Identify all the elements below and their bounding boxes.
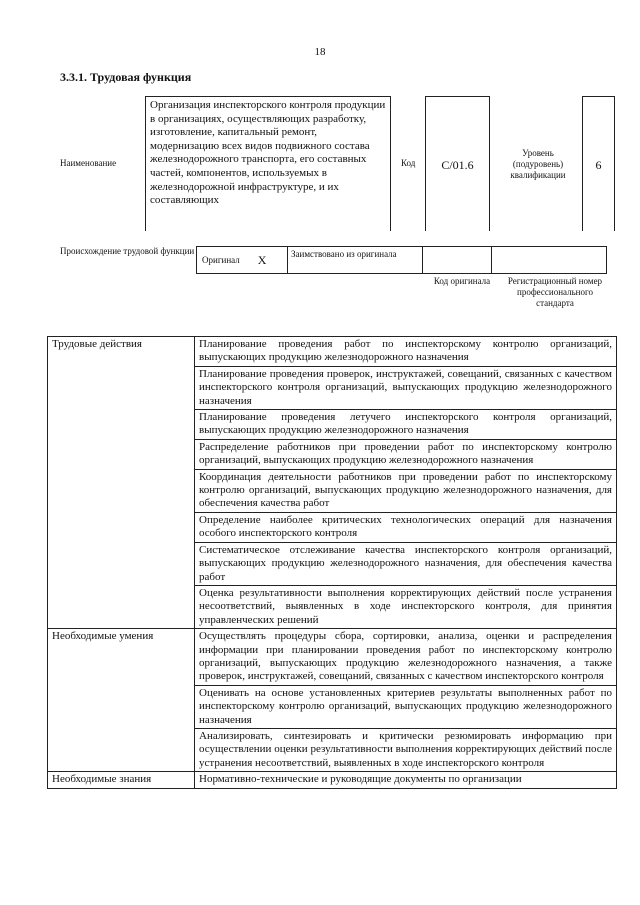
code-original-cell xyxy=(422,246,492,274)
name-label: Наименование xyxy=(60,158,117,168)
function-details-table xyxy=(47,336,617,789)
row-category: Необходимые умения xyxy=(48,629,195,772)
table-row xyxy=(48,772,617,788)
table-row xyxy=(48,629,617,686)
borrowed-cell: Заимствовано из оригинала xyxy=(287,246,423,274)
row-item: Осуществлять процедуры сбора, сортировки, анализа, оценки и распределения информации при планировании проведения работ по инспекторскому контролю организаций, выпускающих продукцию железнодорожного назначения, а также проверок, инструктажей, совещаний, связанных с качеством инспекторского контроля xyxy=(195,629,617,686)
row-item: Планирование проведения проверок, инструктажей, совещаний, связанных с качеством инспекторского контроля организаций, выпускающих продукцию железнодорожного назначения xyxy=(195,366,617,409)
level-label: Уровень (подуровень) квалификации xyxy=(510,148,566,180)
row-item: Координация деятельности работников при проведении работ по инспекторскому контролю организаций, выпускающих продукцию железнодорожного назначения, для обеспечения качества работ xyxy=(195,469,617,512)
row-item: Анализировать, синтезировать и критически резюмировать информацию при осуществлении оценки результативности выполнения корректирующих действий после устранения несоответствий, выявленных в ходе инспекторского контроля xyxy=(195,728,617,771)
level-value-box: 6 xyxy=(582,96,615,231)
row-item: Распределение работников при проведении работ по инспекторскому контролю организаций, выпускающих продукцию железнодорожного назначения xyxy=(195,439,617,469)
origin-row xyxy=(197,246,607,274)
row-item: Планирование проведения работ по инспекторскому контролю организаций, выпускающих продукцию железнодорожного назначения xyxy=(195,337,617,367)
reg-number-cell xyxy=(491,246,607,274)
origin-label: Происхождение трудовой функции xyxy=(60,246,195,256)
row-item: Планирование проведения летучего инспекторского контроля организаций, выпускающих продукцию железнодорожного назначения xyxy=(195,410,617,440)
original-mark: X xyxy=(257,252,267,267)
function-name-box: Организация инспекторского контроля продукции в организациях, осуществляющих разработку, изготовление, капитальный ремонт, модернизацию всех видов подвижного состава железнодорожного транспорта, его составных частей, компонентов, используемых в железнодорожной инфраструктуре, и их составляющих xyxy=(145,96,391,231)
code-value-box: С/01.6 xyxy=(425,96,490,231)
row-item: Оценка результативности выполнения корректирующих действий после устранения несоответствий, выявленных в ходе инспекторского контроля, для принятия управленческих решений xyxy=(195,585,617,628)
reg-number-label: Регистрационный номер профессионального стандарта xyxy=(507,276,603,308)
row-item: Определение наиболее критических технологических операций для назначения особого инспекторского контроля xyxy=(195,512,617,542)
code-label: Код xyxy=(401,158,416,168)
row-item: Систематическое отслеживание качества инспекторского контроля организаций, выпускающих продукцию железнодорожного назначения, для обеспечения качества работ xyxy=(195,542,617,585)
code-original-label: Код оригинала xyxy=(433,276,491,286)
table-row xyxy=(48,337,617,367)
row-item: Оценивать на основе установленных критериев результаты выполненных работ по инспекторскому контролю организаций, выпускающих продукцию железнодорожного назначения xyxy=(195,685,617,728)
row-category: Трудовые действия xyxy=(48,337,195,629)
section-title: 3.3.1. Трудовая функция xyxy=(60,70,192,84)
original-cell xyxy=(196,246,288,274)
page-number: 18 xyxy=(314,46,326,58)
row-item: Нормативно-технические и руководящие документы по организации xyxy=(195,772,617,788)
row-category: Необходимые знания xyxy=(48,772,195,788)
original-label: Оригинал xyxy=(202,255,240,265)
